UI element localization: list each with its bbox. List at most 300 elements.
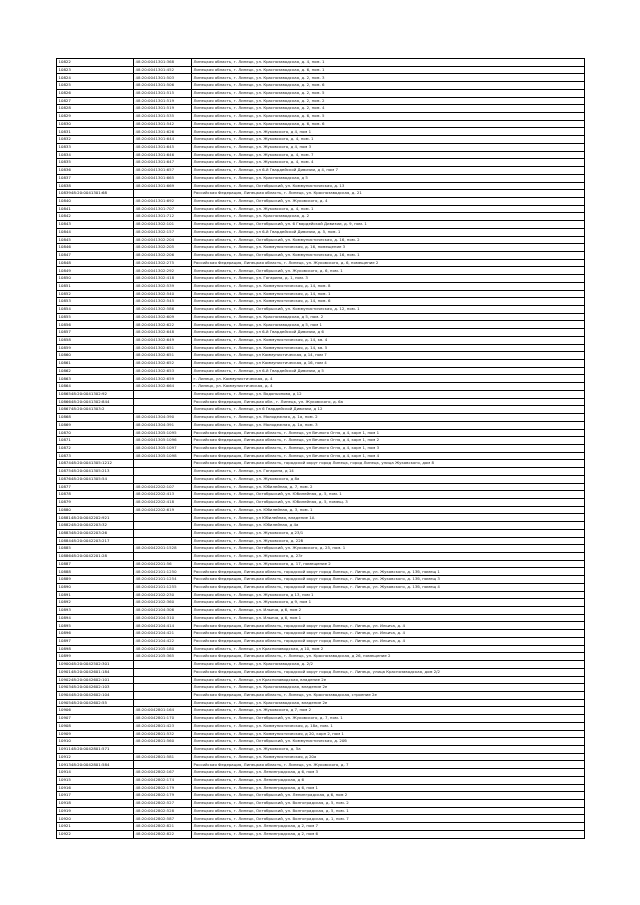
address-cell: Липецкая область, г. Липецк, ул. Юбилейная, д. 7, пом. 2 <box>192 483 585 491</box>
cadastral-number-cell: 48:20:0041301:519 <box>134 105 192 113</box>
address-cell: Липецкая область, г. Липецк, ул. Краснозаводская, д. 2, пом. 2 <box>192 97 585 105</box>
table-row <box>57 367 585 375</box>
row-number: 10870 <box>58 429 71 435</box>
row-number: 10822 <box>58 59 71 65</box>
table-row <box>57 82 585 90</box>
table-row <box>57 661 585 669</box>
row-number: 10827 <box>58 97 71 103</box>
cadastral-number-cell: 48:20:0041301:692 <box>134 197 192 205</box>
row-number-cell <box>57 776 134 784</box>
cadastral-number-cell <box>134 553 192 561</box>
cadastral-number-cell: 48:20:0041301:647 <box>134 159 192 167</box>
row-number: 10881 <box>58 514 71 520</box>
cadastral-number-cell: 48:20:0042801:581 <box>134 753 192 761</box>
table-row <box>57 514 585 522</box>
row-number-cell <box>57 375 134 383</box>
row-number-cell <box>57 792 134 800</box>
row-number: 10913 <box>58 761 71 767</box>
cadastral-number-cell: 48:20:0042104:421 <box>134 630 192 638</box>
row-number: 10850 <box>58 275 71 281</box>
row-number-cell <box>57 653 134 661</box>
table-row <box>57 290 585 298</box>
row-number-cell <box>57 738 134 746</box>
table-row <box>57 622 585 630</box>
row-number: 10892 <box>58 599 71 605</box>
row-number-cell <box>57 637 134 645</box>
address-cell: Липецкая область, г. Липецк, ул. Коммунистическая, д. 14, кв. 5 <box>192 344 585 352</box>
address-cell: Липецкая область, г. Липецк, ул. Жуковского, д 7, пом 2 <box>192 707 585 715</box>
land-cadastral-number: 48:20:0041305:1212 <box>70 460 112 466</box>
address-cell: Липецкая область, г. Липецк, Октябрьский, ул. Волгоградская, д. 1, пом. 7 <box>192 815 585 823</box>
land-cadastral-number: 48:20:0042502:301 <box>70 661 110 667</box>
address-cell: Липецкая область, г. Липецк, Октябрьский, ул. Коммунистическая, д. 12, пом. 1 <box>192 306 585 314</box>
address-cell: Липецкая область, г. Липецк, ул. Краснозаводская, владение 2е <box>192 699 585 707</box>
cadastral-number-cell: 48:20:0042104:422 <box>134 637 192 645</box>
row-number-cell <box>57 491 134 499</box>
cadastral-number-cell: 48:20:0042202:413 <box>134 491 192 499</box>
address-cell: Липецкая область, г. Липецк, ул. Юбилейная, д 4а <box>192 522 585 530</box>
cadastral-number-cell <box>134 390 192 398</box>
cadastral-number-cell: 48:20:0041302:651 <box>134 344 192 352</box>
row-number: 10841 <box>58 205 71 211</box>
row-number: 10838 <box>58 182 71 188</box>
table-row <box>57 444 585 452</box>
table-row <box>57 576 585 584</box>
cadastral-number-cell <box>134 529 192 537</box>
row-number: 10849 <box>58 267 71 273</box>
row-number-cell <box>57 452 134 460</box>
cadastral-number-cell <box>134 761 192 769</box>
cadastral-number-cell: 48:20:0041302:659 <box>134 375 192 383</box>
address-cell: Липецкая область, г. Липецк, ул. Жуковского, д. 22б <box>192 537 585 545</box>
row-number: 10898 <box>58 645 71 651</box>
address-cell: Российская Федерация, Липецкая обл., г. Липецк, ул. Жуковского, д. 6а <box>192 398 585 406</box>
cadastral-number-cell: 48:20:0041301:657 <box>134 167 192 175</box>
land-cadastral-number: 48:20:0042203:217 <box>70 537 110 543</box>
row-number: 10890 <box>58 583 71 589</box>
row-number-cell <box>57 398 134 406</box>
row-number-cell <box>57 475 134 483</box>
land-cadastral-number: 48:20:0042602:55 <box>70 699 108 705</box>
cadastral-number-cell: 48:20:0042801:423 <box>134 722 192 730</box>
address-cell: Липецкая область, г. Липецк, Октябрьский, ул. Коммунистическая, д. 13 <box>192 182 585 190</box>
land-cadastral-number: 48:20:0042203:26 <box>70 529 108 535</box>
cadastral-number-cell: 48:20:0042101:1250 <box>134 568 192 576</box>
row-number: 10919 <box>58 807 71 813</box>
table-row <box>57 599 585 607</box>
address-cell: Российская Федерация, Липецкая область, городской округ город Липецк, г. Липецк, ул. Ильича, д. 4 <box>192 622 585 630</box>
row-number: 10905 <box>58 699 71 705</box>
row-number-cell <box>57 321 134 329</box>
row-number: 10914 <box>58 769 71 775</box>
cadastral-number-cell: 48:20:0042202:418 <box>134 498 192 506</box>
address-cell: Липецкая область, г. Липецк, ул Юбилейная, владение 1А <box>192 514 585 522</box>
table-row <box>57 792 585 800</box>
row-number: 10879 <box>58 499 71 505</box>
address-cell: Российская Федерация, Липецкая область, г. Липецк, ул Вечного Огня, д 4, корп 1, пом 1 <box>192 429 585 437</box>
address-cell: Липецкая область, г. Липецк, ул. Краснозаводская, д. 2, пом. 5 <box>192 89 585 97</box>
cadastral-number-cell: 48:20:0042105:180 <box>134 645 192 653</box>
table-row <box>57 259 585 267</box>
row-number: 10887 <box>58 560 71 566</box>
table-row <box>57 545 585 553</box>
row-number: 10858 <box>58 336 71 342</box>
row-number: 10862 <box>58 367 71 373</box>
row-number: 10888 <box>58 568 71 574</box>
row-number-cell <box>57 197 134 205</box>
row-number-cell <box>57 599 134 607</box>
address-cell: Российская Федерация, Липецкая область, городской округ город Липецк, г. Липецк, ул. Ильича, д. 4 <box>192 637 585 645</box>
address-cell: Липецкая область, г. Липецк, ул 6 Гвардейской Дивизии, д 12 <box>192 406 585 414</box>
table-row <box>57 653 585 661</box>
row-number-cell <box>57 221 134 229</box>
table-row <box>57 74 585 82</box>
cadastral-number-cell: 48:20:0041301:519 <box>134 97 192 105</box>
table-row <box>57 800 585 808</box>
row-number-cell <box>57 313 134 321</box>
table-row <box>57 66 585 74</box>
row-number-cell <box>57 506 134 514</box>
table-row <box>57 421 585 429</box>
cadastral-number-cell: 48:20:0041301:535 <box>134 113 192 121</box>
cadastral-number-cell: 48:20:0041302:101 <box>134 221 192 229</box>
table-row <box>57 522 585 530</box>
cadastral-number-cell: 48:20:0041302:205 <box>134 244 192 252</box>
table-row <box>57 684 585 692</box>
row-number-cell <box>57 82 134 90</box>
address-cell: Липецкая область, г. Липецк, Октябрьский, ул. Волгоградская, д. 5, пом. 2 <box>192 800 585 808</box>
address-cell: Липецкая область, г. Липецк, Октябрьский, ул. Жуковского, д. 25, пом. 1 <box>192 545 585 553</box>
row-number: 10901 <box>58 668 71 674</box>
address-cell: Липецкая область, г. Липецк, ул. Жуковского, д. 4, пом. 7 <box>192 151 585 159</box>
row-number: 10844 <box>58 228 71 234</box>
cadastral-number-cell: 48:20:0041302:664 <box>134 383 192 391</box>
row-number: 10856 <box>58 321 71 327</box>
land-cadastral-number: 48:20:0042201:28 <box>70 553 108 559</box>
cadastral-number-cell: 48:20:0041301:368 <box>134 59 192 67</box>
address-cell: Липецкая область, г. Липецк, ул. Жуковского, д 23/1 <box>192 529 585 537</box>
address-cell: Липецкая область, г. Липецк, ул. Коммунистическая, д. 14, пом. 8 <box>192 282 585 290</box>
address-cell: Липецкая область, г. Липецк, ул. Краснозаводская, д. 6, пом. 5 <box>192 113 585 121</box>
row-number: 10824 <box>58 74 71 80</box>
row-number-cell <box>57 684 134 692</box>
row-number: 10857 <box>58 329 71 335</box>
table-row <box>57 267 585 275</box>
row-number-cell <box>57 190 134 198</box>
row-number: 10900 <box>58 661 71 667</box>
address-cell: Липецкая область, г. Липецк, Октябрьский, ул. Коммунистическая, д. 16, пом. 2 <box>192 236 585 244</box>
table-row <box>57 120 585 128</box>
table-row <box>57 174 585 182</box>
address-cell: Липецкая область, г. Липецк, ул. Жуковского, д. 4, пом. 4 <box>192 159 585 167</box>
row-number: 10903 <box>58 684 71 690</box>
address-cell: Российская Федерация, Липецкая область, городской округ город Липецк, г. Липецк, ул. Ильича, д. 4 <box>192 630 585 638</box>
table-row <box>57 228 585 236</box>
table-row <box>57 375 585 383</box>
cadastral-number-cell: 48:20:0041305:1098 <box>134 452 192 460</box>
row-number-cell <box>57 761 134 769</box>
table-row <box>57 205 585 213</box>
row-number-cell <box>57 120 134 128</box>
cadastral-number-cell: 48:20:0041302:292 <box>134 267 192 275</box>
land-cadastral-number: 48:20:0042203:32 <box>70 522 108 528</box>
row-number: 10911 <box>58 746 71 752</box>
address-cell: Липецкая область, г. Липецк, ул. Водопьянова, д 12 <box>192 390 585 398</box>
cadastral-number-cell: 48:20:0041302:648 <box>134 329 192 337</box>
cadastral-number-cell: 48:20:0042801:164 <box>134 707 192 715</box>
table-row <box>57 807 585 815</box>
cadastral-number-cell: 48:20:0041301:707 <box>134 205 192 213</box>
table-row <box>57 298 585 306</box>
row-number: 10836 <box>58 167 71 173</box>
cadastral-number-cell: 48:20:0041301:665 <box>134 174 192 182</box>
row-number-cell <box>57 367 134 375</box>
cadastral-number-cell: 48:20:0041302:653 <box>134 367 192 375</box>
table-row <box>57 637 585 645</box>
address-cell: Российская Федерация, Липецкая область, г. Липецк, ул Вечного Огня, д 4, корп 1, пом 4 <box>192 452 585 460</box>
row-number: 10902 <box>58 676 71 682</box>
table-row <box>57 190 585 198</box>
address-cell: г. Липецк, ул. Коммунистическая, д. 4 <box>192 375 585 383</box>
row-number-cell <box>57 429 134 437</box>
cadastral-number-cell: 48:20:0041302:204 <box>134 236 192 244</box>
address-cell: Липецкая область, г. Липецк, ул. Жуковского, д 8а <box>192 475 585 483</box>
row-number: 10891 <box>58 591 71 597</box>
row-number-cell <box>57 136 134 144</box>
table-row <box>57 591 585 599</box>
row-number: 10876 <box>58 475 71 481</box>
cadastral-number-cell: 48:20:0042104:310 <box>134 614 192 622</box>
table-row <box>57 236 585 244</box>
address-cell: Липецкая область, г. Липецк, ул. Краснозаводская, д. 6, пом. 6 <box>192 120 585 128</box>
address-cell: Липецкая область, г. Липецк, ул. Жуковского, д 4, пом 1 <box>192 128 585 136</box>
cadastral-number-cell: 48:20:0041302:609 <box>134 313 192 321</box>
table-row <box>57 715 585 723</box>
land-cadastral-number: 48:20:0041302:92 <box>70 391 108 397</box>
address-cell: Липецкая область, г. Липецк, Октябрьский, ул. Ленинградская, д 6, пом 2 <box>192 792 585 800</box>
table-row <box>57 452 585 460</box>
row-number: 10861 <box>58 360 71 366</box>
cadastral-number-cell <box>134 406 192 414</box>
table-row <box>57 722 585 730</box>
land-cadastral-number: 48:20:0041302:844 <box>70 398 110 404</box>
address-cell: Липецкая область, г. Липецк, ул Коммунистическая, д 16, пом 4 <box>192 360 585 368</box>
cadastral-number-cell: 48:20:0042801:532 <box>134 730 192 738</box>
cadastral-number-cell <box>134 684 192 692</box>
row-number-cell <box>57 815 134 823</box>
address-cell: Липецкая область, г. Липецк, Октябрьский, ул. Волгоградская, д. 5, пом. 1 <box>192 807 585 815</box>
row-number-cell <box>57 360 134 368</box>
cadastral-number-cell: 48:20:0042802:527 <box>134 800 192 808</box>
row-number-cell <box>57 143 134 151</box>
row-number: 10918 <box>58 800 71 806</box>
cadastral-number-cell <box>134 676 192 684</box>
address-cell: Липецкая область, г. Липецк, ул. Коммунистическая, д. 16, помещение 3 <box>192 244 585 252</box>
address-cell: Липецкая область, г. Липецк, ул 6-й Гвардейской Дивизии, д 5 <box>192 367 585 375</box>
row-number-cell <box>57 167 134 175</box>
row-number: 10866 <box>58 398 71 404</box>
cadastral-number-cell: 48:20:0041302:649 <box>134 336 192 344</box>
table-row <box>57 437 585 445</box>
land-cadastral-number: 48:20:0042601:184 <box>70 668 110 674</box>
row-number: 10895 <box>58 622 71 628</box>
address-cell: Липецкая область, г. Липецк, Октябрьский, ул. Жуковского, д. 7, пом. 1 <box>192 715 585 723</box>
row-number-cell <box>57 529 134 537</box>
row-number-cell <box>57 182 134 190</box>
table-row <box>57 738 585 746</box>
address-cell: Липецкая область, г. Липецк, ул. Краснозаводская, д. 4, пом. 1 <box>192 59 585 67</box>
row-number: 10848 <box>58 259 71 265</box>
row-number-cell <box>57 406 134 414</box>
cadastral-number-cell: 48:20:0042202:619 <box>134 506 192 514</box>
row-number: 10845 <box>58 236 71 242</box>
row-number: 10871 <box>58 437 71 443</box>
row-number-cell <box>57 514 134 522</box>
row-number: 10829 <box>58 113 71 119</box>
address-cell: Липецкая область, г. Липецк, ул. Ленинградская, д 6, пом 3 <box>192 769 585 777</box>
row-number-cell <box>57 522 134 530</box>
address-cell: Российская Федерация, Липецкая область, г. Липецк, ул Вечного Огня, д 4, корп 1, пом 3 <box>192 444 585 452</box>
row-number-cell <box>57 59 134 67</box>
address-cell: Липецкая область, г. Липецк, ул. Краснозаводская, д 5, пом. 2 <box>192 313 585 321</box>
address-cell: Российская Федерация, Липецкая область, г. Липецк, ул Вечного Огня, д 4, корп 1, пом 2 <box>192 437 585 445</box>
table-row <box>57 776 585 784</box>
row-number: 10855 <box>58 313 71 319</box>
cadastral-number-cell: 48:20:0041301:626 <box>134 128 192 136</box>
cadastral-number-cell <box>134 398 192 406</box>
row-number: 10851 <box>58 282 71 288</box>
row-number-cell <box>57 769 134 777</box>
cadastral-number-cell: 48:20:0042802:179 <box>134 784 192 792</box>
row-number-cell <box>57 174 134 182</box>
row-number: 10922 <box>58 830 71 836</box>
table-row <box>57 406 585 414</box>
row-number-cell <box>57 583 134 591</box>
table-row <box>57 398 585 406</box>
row-number-cell <box>57 730 134 738</box>
table-row <box>57 607 585 615</box>
row-number: 10872 <box>58 445 71 451</box>
land-cadastral-number: 48:20:0042602:104 <box>70 692 110 698</box>
row-number-cell <box>57 676 134 684</box>
row-number-cell <box>57 282 134 290</box>
row-number-cell <box>57 545 134 553</box>
table-row <box>57 830 585 838</box>
address-cell: Российская Федерация, Липецкая область, городской округ город Липецк, г. Липецк, ул. Жуковского, д. 13б, помещ 1 <box>192 568 585 576</box>
cadastral-number-cell: 48:20:0042801:170 <box>134 715 192 723</box>
row-number-cell <box>57 537 134 545</box>
row-number-cell <box>57 151 134 159</box>
table-row <box>57 645 585 653</box>
row-number: 10877 <box>58 483 71 489</box>
cadastral-number-cell: 48:20:0042802:179 <box>134 792 192 800</box>
land-cadastral-number: 48:20:0042602:103 <box>70 684 110 690</box>
table-row <box>57 475 585 483</box>
table-row <box>57 730 585 738</box>
table-row <box>57 89 585 97</box>
row-number: 10882 <box>58 522 71 528</box>
cadastral-number-cell: 48:20:0042802:822 <box>134 830 192 838</box>
row-number: 10883 <box>58 529 71 535</box>
cadastral-number-cell: 48:20:0041302:586 <box>134 306 192 314</box>
cadastral-number-cell: 48:20:0041301:669 <box>134 182 192 190</box>
table-row <box>57 691 585 699</box>
row-number: 10854 <box>58 306 71 312</box>
row-number: 10867 <box>58 406 71 412</box>
cadastral-number-cell: 48:20:0041301:506 <box>134 82 192 90</box>
row-number-cell <box>57 275 134 283</box>
row-number-cell <box>57 661 134 669</box>
address-cell: Липецкая область, г. Липецк, ул. Коммунистическая, д 20, корп 2, пом 1 <box>192 730 585 738</box>
table-row <box>57 676 585 684</box>
row-number: 10910 <box>58 738 71 744</box>
register-page <box>56 58 584 839</box>
table-row <box>57 468 585 476</box>
row-number: 10915 <box>58 776 71 782</box>
row-number: 10828 <box>58 105 71 111</box>
row-number: 10831 <box>58 128 71 134</box>
row-number-cell <box>57 722 134 730</box>
table-row <box>57 707 585 715</box>
row-number: 10839 <box>58 190 71 196</box>
address-cell: Липецкая область, г. Липецк, ул. Жуковского, д. 4, пом. 1 <box>192 136 585 144</box>
cadastral-number-cell: 48:20:0042102:230 <box>134 591 192 599</box>
row-number-cell <box>57 553 134 561</box>
address-cell: Липецкая область, г. Липецк, ул. Краснозаводская, д 5, пом 1 <box>192 321 585 329</box>
row-number-cell <box>57 568 134 576</box>
row-number: 10874 <box>58 460 71 466</box>
row-number: 10860 <box>58 352 71 358</box>
row-number-cell <box>57 259 134 267</box>
table-row <box>57 614 585 622</box>
row-number-cell <box>57 329 134 337</box>
address-cell: Липецкая область, г. Липецк, ул. Краснозаводская, д. 6, пом. 1 <box>192 66 585 74</box>
address-cell: Липецкая область, г. Липецк, ул. Краснозаводская, д. 2 <box>192 213 585 221</box>
table-row <box>57 568 585 576</box>
address-cell: Липецкая область, г. Липецк, Октябрьский, ул. Юбилейная, д. 5, пом. 1 <box>192 491 585 499</box>
table-row <box>57 761 585 769</box>
cadastral-number-cell: 48:20:0041301:452 <box>134 66 192 74</box>
register-table-body <box>57 59 585 839</box>
address-cell: Липецкая область, г. Липецк, ул. Ленинградская, д 6 <box>192 776 585 784</box>
address-cell: Липецкая область, г. Липецк, ул. Краснозаводская, д. 2, пом. 4 <box>192 105 585 113</box>
table-row <box>57 784 585 792</box>
address-cell: Липецкая область, г. Липецк, ул. Молодежная, д. 1а, пом. 2 <box>192 414 585 422</box>
table-row <box>57 668 585 676</box>
row-number: 10865 <box>58 391 71 397</box>
row-number-cell <box>57 576 134 584</box>
row-number-cell <box>57 468 134 476</box>
row-number: 10907 <box>58 715 71 721</box>
row-number-cell <box>57 591 134 599</box>
cadastral-number-cell <box>134 699 192 707</box>
cadastral-number-cell <box>134 190 192 198</box>
land-cadastral-number: 48:20:0041305:54 <box>70 475 108 481</box>
row-number-cell <box>57 753 134 761</box>
row-number-cell <box>57 298 134 306</box>
address-cell: г. Липецк, ул. Коммунистическая, д. 4 <box>192 383 585 391</box>
row-number-cell <box>57 105 134 113</box>
cadastral-number-cell: 48:20:0041302:418 <box>134 275 192 283</box>
cadastral-number-cell: 48:20:0042104:306 <box>134 607 192 615</box>
row-number: 10859 <box>58 344 71 350</box>
address-cell: Российская Федерация, Липецкая область, г. Липецк, ул. Краснозаводская, строение 2е <box>192 691 585 699</box>
table-row <box>57 113 585 121</box>
cadastral-number-cell <box>134 668 192 676</box>
cadastral-number-cell <box>134 468 192 476</box>
cadastral-number-cell: 48:20:0042802:587 <box>134 815 192 823</box>
row-number-cell <box>57 745 134 753</box>
